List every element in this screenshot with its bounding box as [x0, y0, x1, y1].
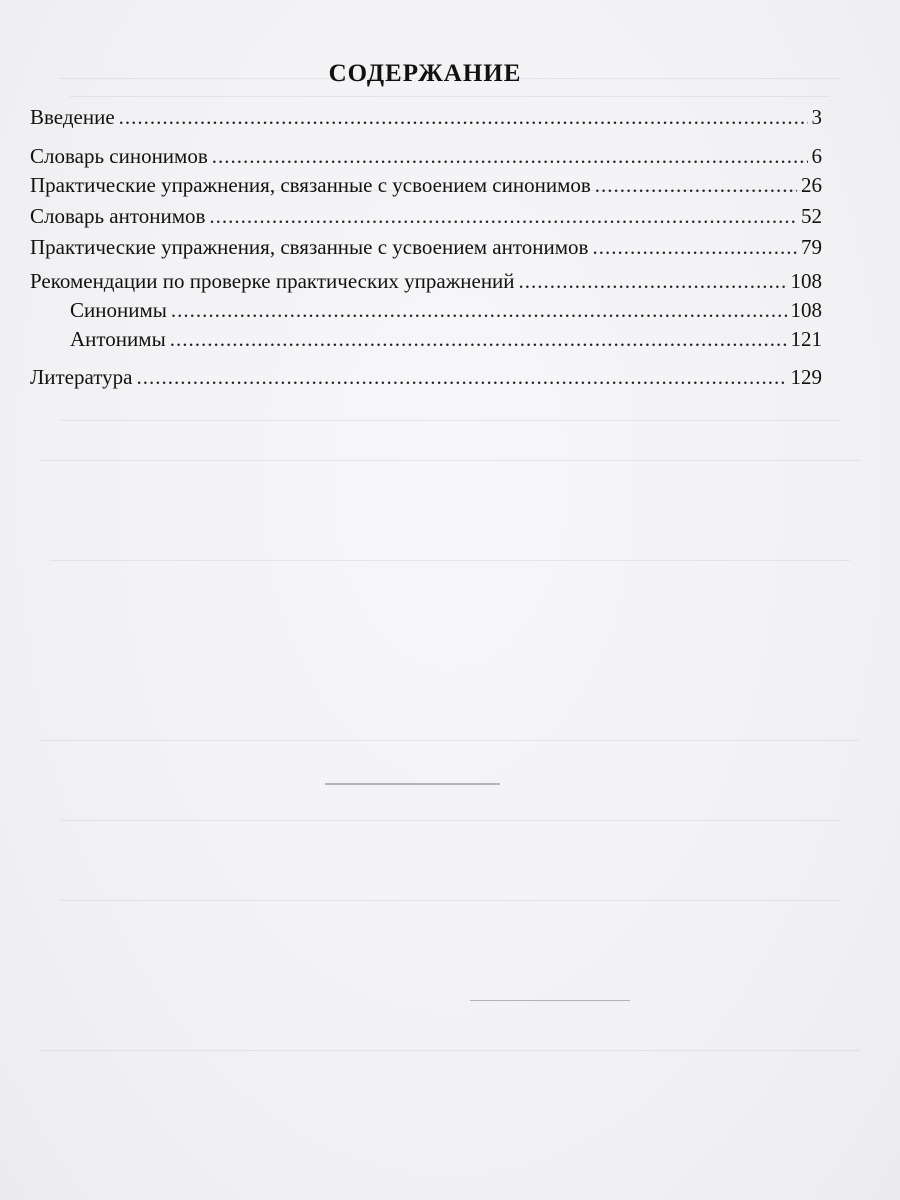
toc-entry-antonym-exercises[interactable] — [30, 232, 822, 262]
toc-entry-label: Практические упражнения, связанные с усвоением синонимов — [30, 173, 591, 197]
toc-leader-dots — [171, 295, 787, 325]
show-through-line — [40, 1050, 860, 1051]
toc-entry-page: 129 — [790, 365, 822, 389]
show-through-line — [40, 460, 860, 461]
toc-entry-label: Практические упражнения, связанные с усвоением антонимов — [30, 235, 589, 259]
toc-entry-synonym-dictionary[interactable] — [30, 141, 822, 171]
show-through-rule — [325, 783, 500, 785]
toc-entry-antonym-dictionary[interactable] — [30, 201, 822, 231]
toc-entry-page: 26 — [801, 173, 822, 197]
page-title: СОДЕРЖАНИЕ — [328, 60, 522, 87]
toc-entry-recommendations[interactable] — [30, 266, 822, 296]
toc-entry-page: 121 — [790, 327, 822, 351]
show-through-line — [60, 420, 840, 421]
toc-entry-synonym-exercises[interactable] — [30, 170, 822, 200]
show-through-line — [40, 740, 860, 741]
toc-entry-label: Введение — [30, 105, 115, 129]
toc-entry-label: Словарь синонимов — [30, 144, 208, 168]
show-through-line — [70, 96, 830, 97]
toc-leader-dots — [519, 266, 787, 296]
show-through-line — [50, 560, 850, 561]
toc-entry-page: 79 — [801, 235, 822, 259]
toc-entry-label: Синонимы — [70, 298, 167, 322]
toc-leader-dots — [136, 362, 786, 392]
toc-entry-label: Рекомендации по проверке практических упражнений — [30, 269, 515, 293]
toc-entry-synonyms[interactable] — [70, 295, 822, 325]
toc-entry-label: Словарь антонимов — [30, 204, 206, 228]
toc-entry-page: 6 — [811, 144, 822, 168]
toc-entry-introduction[interactable] — [30, 102, 822, 132]
show-through-line — [60, 820, 840, 821]
toc-entry-label: Антонимы — [70, 327, 166, 351]
toc-leader-dots — [119, 102, 808, 132]
toc-leader-dots — [592, 232, 797, 262]
toc-entry-page: 3 — [811, 105, 822, 129]
toc-leader-dots — [212, 141, 808, 171]
toc-leader-dots — [170, 324, 787, 354]
toc-leader-dots — [209, 201, 797, 231]
toc-entry-page: 52 — [801, 204, 822, 228]
toc-entry-literature[interactable] — [30, 362, 822, 392]
toc-entry-antonyms[interactable] — [70, 324, 822, 354]
toc-leader-dots — [595, 170, 797, 200]
show-through-rule — [470, 1000, 630, 1001]
toc-entry-page: 108 — [790, 269, 822, 293]
toc-entry-label: Литература — [30, 365, 133, 389]
toc-entry-page: 108 — [790, 298, 822, 322]
show-through-line — [60, 900, 840, 901]
